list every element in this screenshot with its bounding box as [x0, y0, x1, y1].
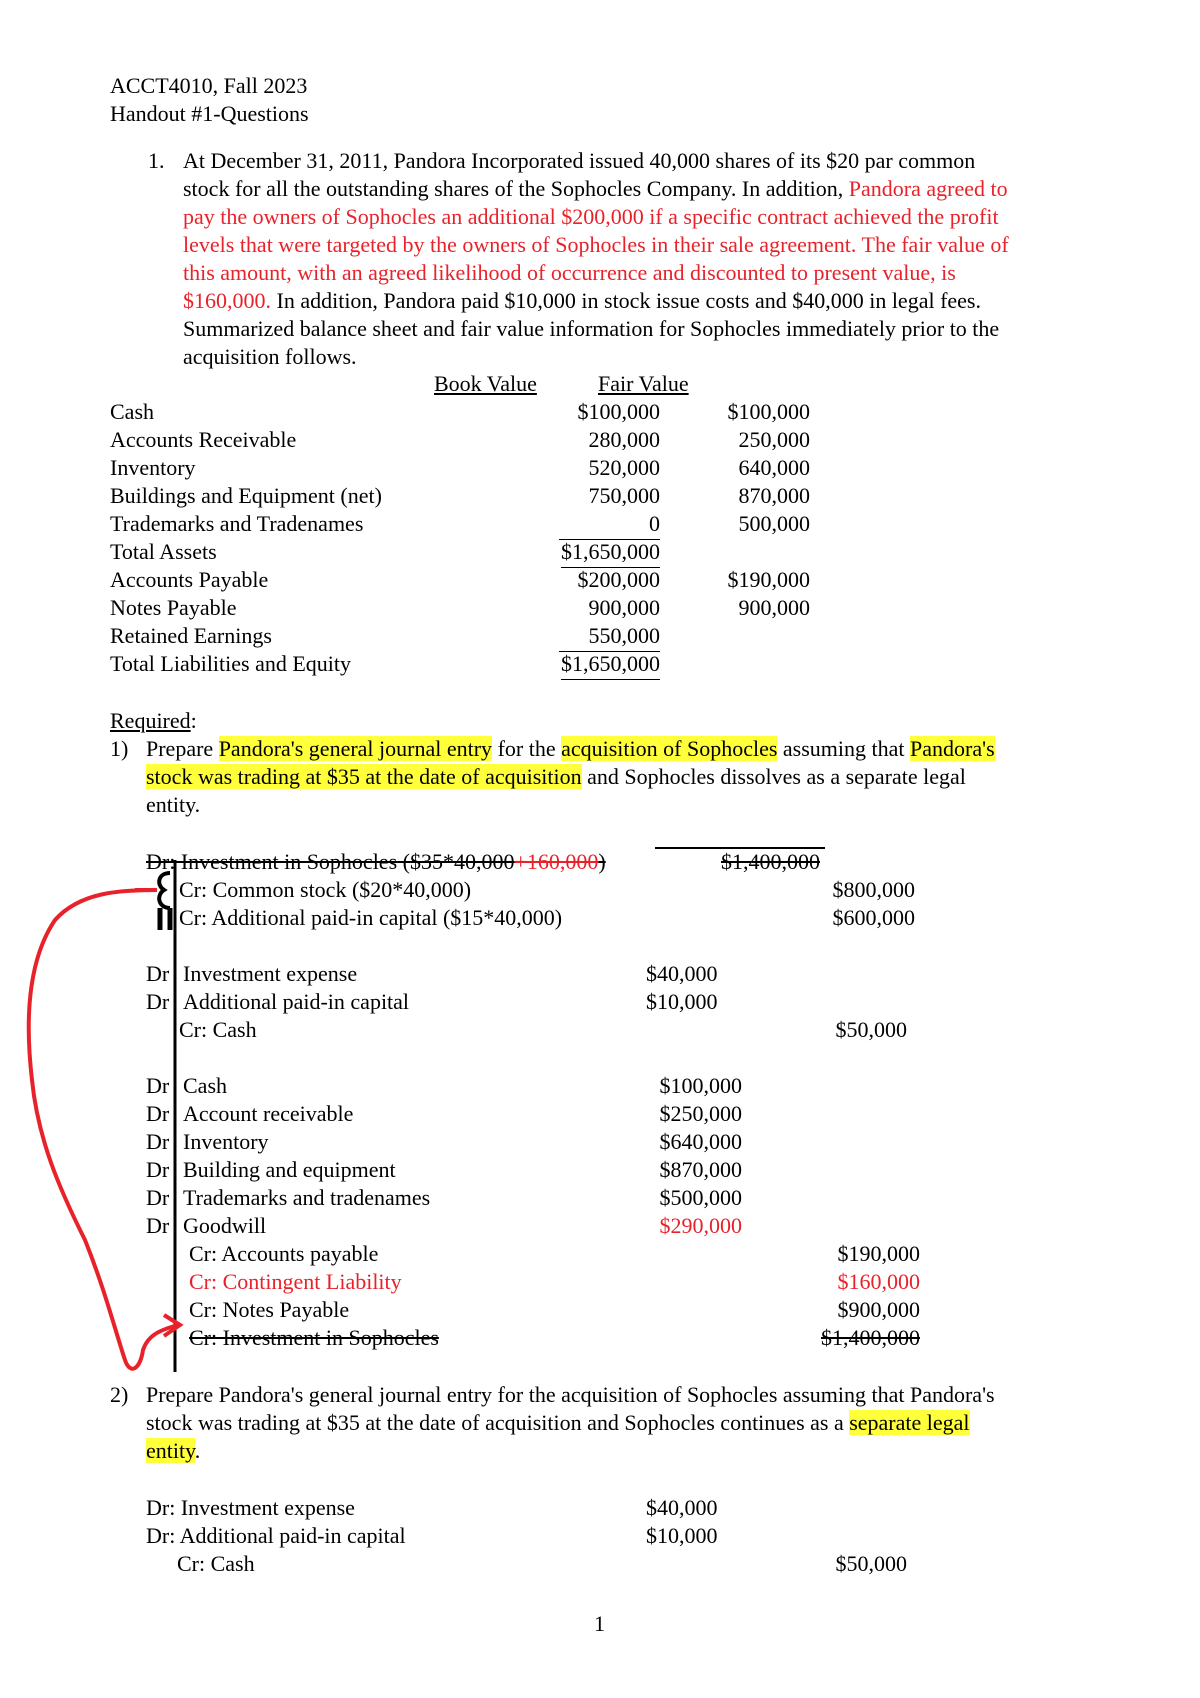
debit-amount: $500,000 [659, 1185, 742, 1210]
highlighted-text: stock was trading at $35 at the date of acquisition [146, 764, 582, 789]
dr-label: Dr [146, 1129, 170, 1154]
bs-book-amount: 520,000 [588, 455, 660, 480]
account-name: Inventory [183, 1129, 269, 1154]
text-span: for the [492, 736, 562, 761]
entry1-common-stock-amount: $800,000 [832, 877, 915, 902]
question-text-span: At December 31, 2011, Pandora Incorporated issued 40,000 shares of its $20 par common [183, 148, 976, 173]
account-name: Goodwill [183, 1213, 267, 1238]
bs-fair-value: 500,000 [738, 511, 810, 536]
credit-account: Cr: Investment in Sophocles [189, 1325, 439, 1350]
dr-label: Dr [146, 1213, 170, 1238]
bs-row-label: Accounts Payable [110, 567, 269, 592]
entry1-common-stock: Cr: Common stock ($20*40,000) [179, 877, 472, 902]
bs-fair-value: 250,000 [738, 427, 810, 452]
bs-book-amount: $1,650,000 [561, 538, 660, 568]
question-text-span: pay the owners of Sophocles an additional $200,000 if a specific contract achieved the profit [183, 204, 999, 229]
question-text-span: levels that were targeted by the owners of Sophocles in their sale agreement. The fair value of [183, 232, 1009, 257]
dr-label: Dr [146, 1185, 170, 1210]
debit-amount: $640,000 [659, 1129, 742, 1154]
bs-row-label: Inventory [110, 455, 196, 480]
account-name: Dr: Investment expense [146, 1495, 355, 1520]
credit-amount: $50,000 [835, 1551, 907, 1576]
question-text-span: Summarized balance sheet and fair value information for Sophocles immediately prior to the [183, 316, 1000, 341]
question-text-span: acquisition follows. [183, 344, 357, 369]
account-name: Investment expense [183, 961, 358, 986]
bs-row-label: Total Liabilities and Equity [110, 651, 352, 676]
highlighted-text: Pandora's [910, 736, 995, 761]
text-span: and Sophocles dissolves as a separate legal [581, 764, 966, 789]
dr-label: Dr [146, 1157, 170, 1182]
question-text-span: $160,000. [183, 288, 271, 313]
credit-account: Cr: Notes Payable [189, 1297, 350, 1322]
highlighted-text: separate legal [849, 1410, 970, 1435]
bracket-symbol-icon [159, 873, 170, 930]
bs-row-label: Trademarks and Tradenames [110, 511, 364, 536]
entry1-investment-amount: $1,400,000 [721, 849, 820, 874]
credit-amount: $1,400,000 [821, 1325, 920, 1350]
account-name: Dr: Additional paid-in capital [146, 1523, 406, 1548]
question-text-span: this amount, with an agreed likelihood of occurrence and discounted to present value, is [183, 260, 956, 285]
bs-fair-value: $190,000 [727, 567, 810, 592]
bs-row-label: Cash [110, 399, 154, 424]
debit-amount: $40,000 [646, 1495, 718, 1520]
entry1-apic: Cr: Additional paid-in capital ($15*40,000) [179, 905, 563, 930]
bs-row-label: Total Assets [110, 539, 217, 564]
highlighted-text: acquisition of Sophocles [561, 736, 778, 761]
debit-amount: $250,000 [659, 1101, 742, 1126]
dr-label: Dr [146, 1073, 170, 1098]
required-heading: Required: [110, 708, 197, 733]
entry1-apic-amount: $600,000 [832, 905, 915, 930]
col-header-book: Book Value [434, 371, 537, 396]
bs-book-amount: $1,650,000 [561, 650, 660, 680]
red-arrow-icon [29, 890, 178, 1369]
bs-fair-value: 640,000 [738, 455, 810, 480]
credit-amount: $50,000 [835, 1017, 907, 1042]
bs-book-amount: 750,000 [588, 483, 660, 508]
bs-row-label: Buildings and Equipment (net) [110, 483, 382, 508]
credit-amount: $160,000 [837, 1269, 920, 1294]
bs-book-amount: $100,000 [577, 399, 660, 424]
bs-book-amount: $200,000 [577, 567, 660, 592]
credit-account: Cr: Cash [177, 1551, 255, 1576]
question-number: 1. [148, 148, 165, 173]
highlighted-text: Pandora's general journal entry [218, 736, 493, 761]
bs-fair-value: $100,000 [727, 399, 810, 424]
debit-amount: $10,000 [646, 989, 718, 1014]
debit-amount: $40,000 [646, 961, 718, 986]
bs-book-amount: 0 [559, 510, 660, 540]
credit-amount: $190,000 [837, 1241, 920, 1266]
highlighted-text: entity [146, 1438, 195, 1463]
bs-fair-value: 870,000 [738, 483, 810, 508]
text-span: Prepare [146, 736, 219, 761]
entry1-investment-line: Dr: Investment in Sophocles ($35*40,000+160,000) [146, 849, 606, 874]
bs-row-label: Accounts Receivable [110, 427, 297, 452]
bs-book-amount: 900,000 [588, 595, 660, 620]
credit-account: Cr: Cash [179, 1017, 257, 1042]
bs-book-amount: 280,000 [588, 427, 660, 452]
col-header-fair: Fair Value [598, 371, 689, 396]
question-text-span: Pandora agreed to [848, 176, 1008, 201]
course-title: ACCT4010, Fall 2023 [110, 73, 308, 98]
dr-label: Dr [146, 961, 170, 986]
debit-amount: $290,000 [659, 1213, 742, 1238]
handout-title: Handout #1-Questions [110, 101, 309, 126]
debit-amount: $10,000 [646, 1523, 718, 1548]
text-span: entity. [146, 792, 201, 817]
bs-row-label: Retained Earnings [110, 623, 272, 648]
credit-account: Cr: Accounts payable [189, 1241, 379, 1266]
account-name: Building and equipment [183, 1157, 396, 1182]
account-name: Account receivable [183, 1101, 354, 1126]
debit-amount: $870,000 [659, 1157, 742, 1182]
part2-number: 2) [110, 1382, 129, 1407]
part1-number: 1) [110, 736, 129, 761]
account-name: Cash [183, 1073, 227, 1098]
account-name: Trademarks and tradenames [183, 1185, 431, 1210]
bs-book-amount: 550,000 [559, 622, 661, 652]
bs-row-label: Notes Payable [110, 595, 237, 620]
account-name: Additional paid-in capital [183, 989, 410, 1014]
page-number: 1 [594, 1611, 605, 1636]
text-span: . [194, 1438, 201, 1463]
dr-label: Dr [146, 989, 170, 1014]
dr-label: Dr [146, 1101, 170, 1126]
text-span: Prepare Pandora's general journal entry for the acquisition of Sophocles assuming that Pandora's [146, 1382, 995, 1407]
credit-account: Cr: Contingent Liability [189, 1269, 402, 1294]
bs-fair-value: 900,000 [738, 595, 810, 620]
question-text-span: In addition, Pandora paid $10,000 in stock issue costs and $40,000 in legal fees. [271, 288, 981, 313]
text-span: stock was trading at $35 at the date of acquisition and Sophocles continues as a [146, 1410, 850, 1435]
text-span: assuming that [777, 736, 911, 761]
credit-amount: $900,000 [837, 1297, 920, 1322]
debit-amount: $100,000 [659, 1073, 742, 1098]
question-text-span: stock for all the outstanding shares of the Sophocles Company. In addition, [183, 176, 849, 201]
